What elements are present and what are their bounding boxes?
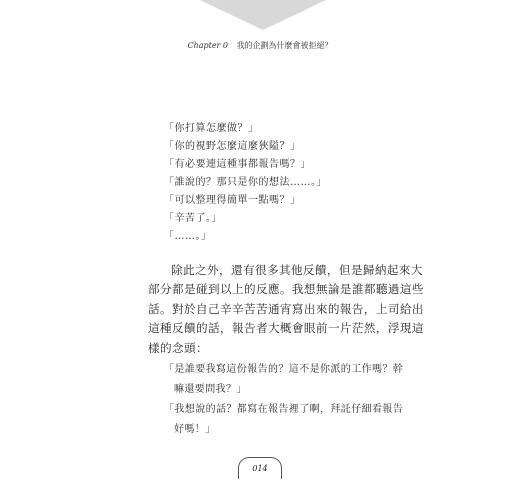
quote-line: 「我想說的話？都寫在報告裡了啊，拜託仔細看報告	[164, 404, 404, 415]
quote-line: 好嗎！」	[174, 424, 216, 435]
paragraph-line: 話。對於自己辛辛苦苦通宵寫出來的報告，上司給出	[148, 301, 424, 316]
dialog-line: 「有必要連這種事都報告嗎？」	[164, 159, 311, 170]
dialog-list	[164, 120, 394, 246]
page-number: 014	[238, 457, 282, 479]
paragraph-line: 除此之外，還有很多其他反饋，但是歸納起來大	[171, 263, 423, 277]
paragraph-line: 這種反饋的話，報告者大概會眼前一片茫然，浮現這	[148, 321, 424, 336]
quote-list	[164, 360, 404, 440]
paragraph-line: 部分都是碰到以上的反應。我想無論是誰都聽過這些	[148, 282, 424, 297]
paragraph-line: 樣的念頭：	[148, 340, 208, 355]
dialog-line: 「誰說的？那只是你的想法……。」	[164, 177, 327, 188]
chapter-label: Chapter 0	[187, 41, 229, 50]
dialog-line: 「你的視野怎麼這麼狹隘？」	[164, 141, 301, 152]
quote-line: 嘛還要問我？」	[174, 384, 247, 395]
running-header	[0, 40, 520, 51]
dialog-line: 「你打算怎麼做？」	[164, 123, 259, 134]
dialog-line: 「……。」	[164, 231, 212, 242]
top-tab-decoration	[200, 0, 326, 30]
chapter-title: 我的企劃為什麼會被拒絕？	[236, 41, 333, 50]
dialog-line: 「辛苦了。」	[164, 213, 222, 224]
quote-line: 「是誰要我寫這份報告的？這不是你派的工作嗎？幹	[164, 364, 404, 375]
body-paragraph	[148, 261, 424, 358]
dialog-line: 「可以整理得簡單一點嗎？」	[164, 195, 301, 206]
